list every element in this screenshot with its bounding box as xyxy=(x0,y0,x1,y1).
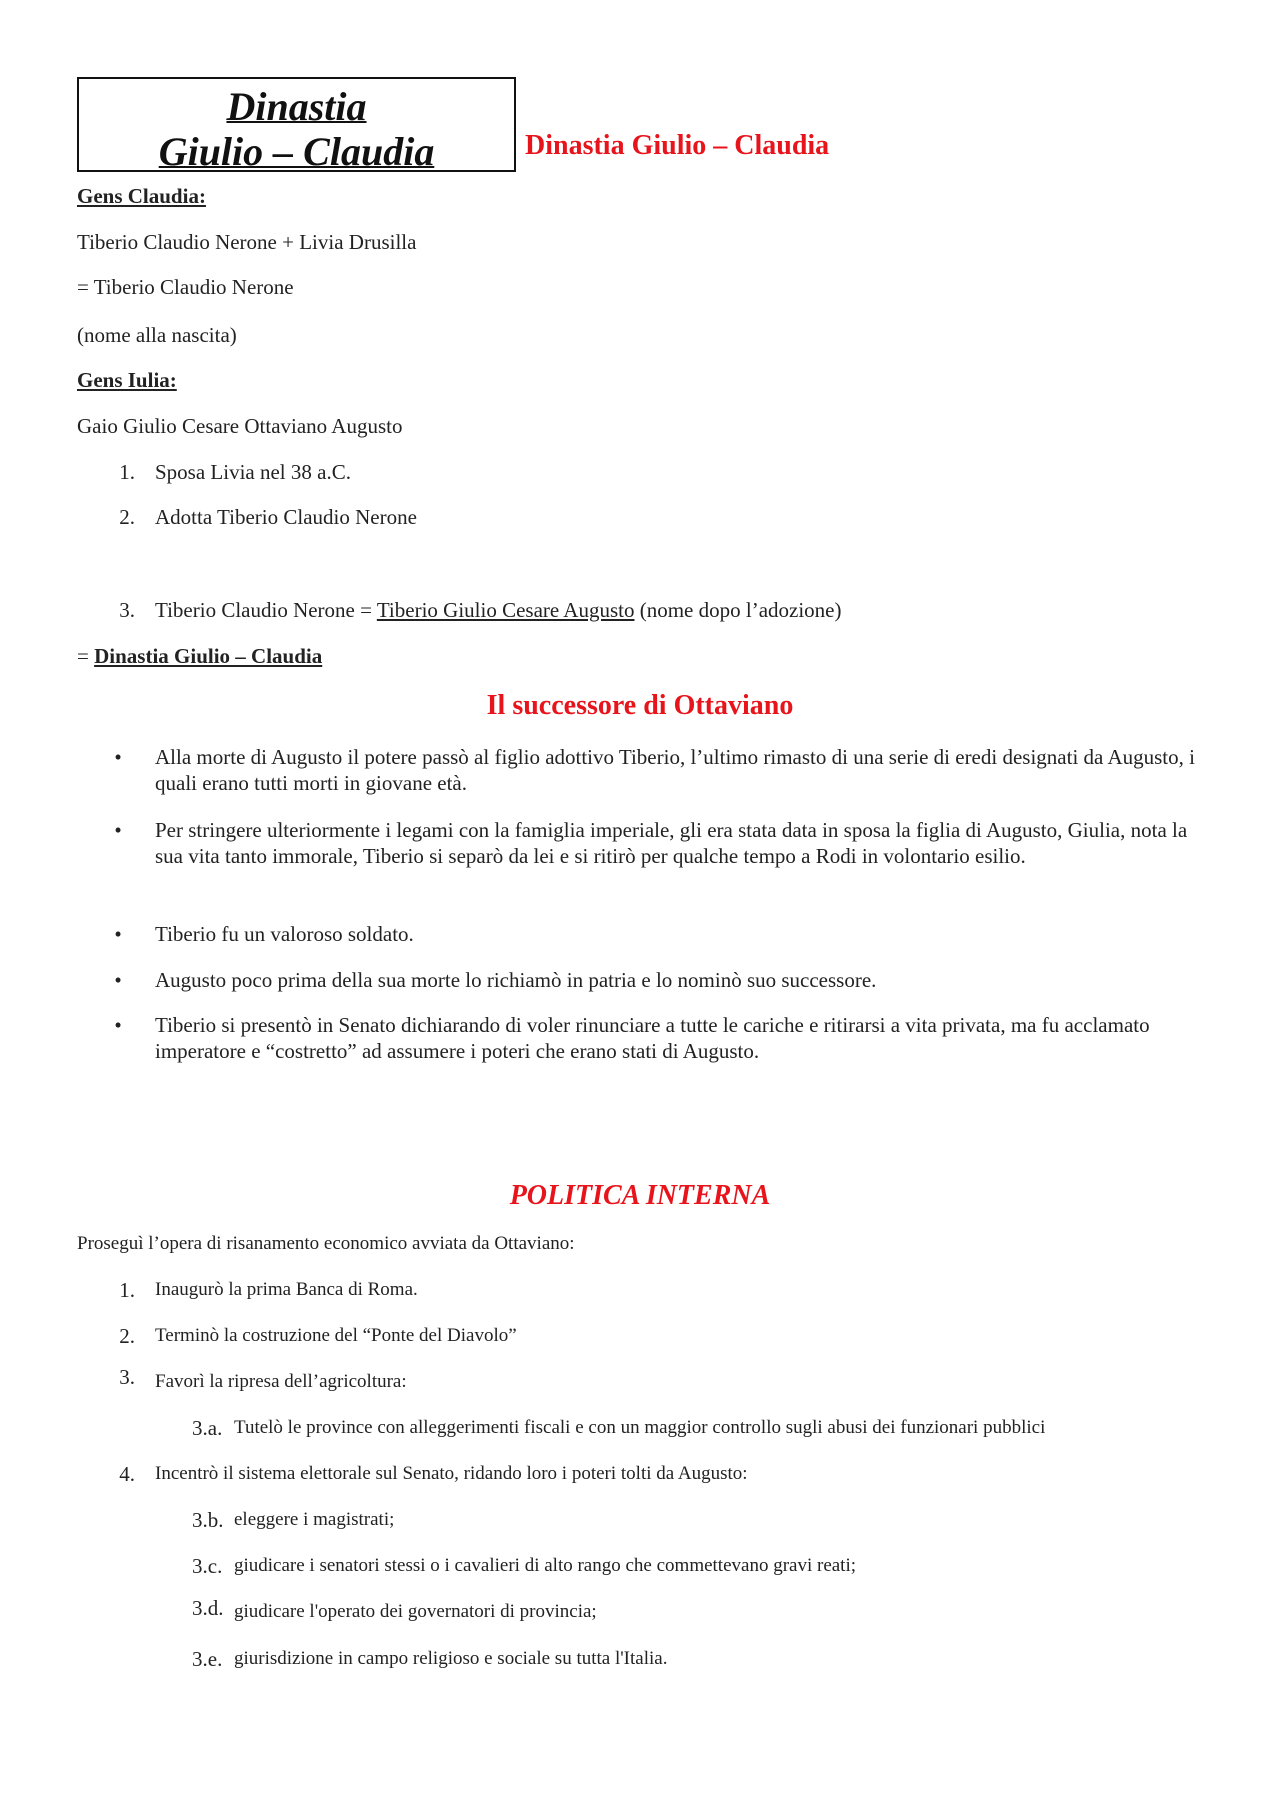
gens-iulia-heading: Gens Iulia: xyxy=(77,368,177,392)
bullet-text: Tiberio fu un valoroso soldato. xyxy=(155,922,414,946)
bullet-text: Alla morte di Augusto il potere passò al figlio adottivo Tiberio, l’ultimo rimasto di una serie di eredi designati da Augusto, i quali erano tutti morti in giovane età. xyxy=(155,745,1195,795)
section-title-politica: POLITICA INTERNA xyxy=(509,1180,771,1211)
list-text-suffix: (nome dopo l’adozione) xyxy=(634,598,842,622)
list-number: 3.c. xyxy=(192,1554,223,1578)
bullet-marker: • xyxy=(114,818,122,842)
list-text: giurisdizione in campo religioso e sociale su tutta l'Italia. xyxy=(234,1648,668,1669)
list-number: 1. xyxy=(119,460,135,484)
gens-claudia-line2: = Tiberio Claudio Nerone xyxy=(77,275,294,299)
list-text: Inaugurò la prima Banca di Roma. xyxy=(155,1279,418,1300)
dynasty-result xyxy=(77,643,322,669)
list-text: giudicare l'operato dei governatori di provincia; xyxy=(234,1601,597,1622)
list-number: 3. xyxy=(119,1365,135,1389)
adopted-name: Tiberio Giulio Cesare Augusto xyxy=(376,598,635,622)
list-text: Tutelò le province con alleggerimenti fiscali e con un maggior controllo sugli abusi dei funzionari pubblici xyxy=(234,1417,1046,1438)
gens-claudia-heading: Gens Claudia: xyxy=(77,184,206,208)
list-text-prefix: Tiberio Claudio Nerone = xyxy=(155,598,377,622)
list-text: giudicare i senatori stessi o i cavalieri di alto rango che commettevano gravi reati; xyxy=(234,1555,857,1576)
bullet-marker: • xyxy=(114,745,122,769)
list-number: 3.e. xyxy=(192,1647,223,1671)
bullet-marker: • xyxy=(114,968,122,992)
section-title-successore: Il successore di Ottaviano xyxy=(486,690,794,721)
bullet-marker: • xyxy=(114,1013,122,1037)
list-text: Favorì la ripresa dell’agricoltura: xyxy=(155,1371,407,1392)
bullet-text: Per stringere ulteriormente i legami con la famiglia imperiale, gli era stata data in sposa la figlia di Augusto, Giulia, nota la sua vita tanto immorale, Tiberio si separò da lei e si ritirò per qualche tempo a Rodi in volontario esilio. xyxy=(155,818,1188,868)
dynasty-result-prefix: = xyxy=(77,644,95,668)
dynasty-result-name: Dinastia Giulio – Claudia xyxy=(94,644,323,668)
list-text: Terminò la costruzione del “Ponte del Diavolo” xyxy=(155,1325,517,1346)
gens-claudia-line3: (nome alla nascita) xyxy=(77,323,237,347)
list-number: 3.d. xyxy=(192,1596,224,1620)
boxed-title xyxy=(77,77,516,172)
list-number: 2. xyxy=(119,505,135,529)
bullet-text: Augusto poco prima della sua morte lo richiamò in patria e lo nominò suo successore. xyxy=(155,968,877,992)
boxed-title-line1: Dinastia xyxy=(226,84,367,129)
list-number: 3. xyxy=(119,598,135,622)
list-number: 4. xyxy=(119,1462,135,1486)
list-number: 3.a. xyxy=(192,1416,223,1440)
bullet-text: Tiberio si presentò in Senato dichiarando di voler rinunciare a tutte le cariche e ritirarsi a vita privata, ma fu acclamato imperatore e “costretto” ad assumere i poteri che erano stati di Augusto. xyxy=(155,1013,1150,1063)
list-number: 3.b. xyxy=(192,1508,224,1532)
list-text: Adotta Tiberio Claudio Nerone xyxy=(155,505,417,529)
gens-claudia-line1: Tiberio Claudio Nerone + Livia Drusilla xyxy=(77,230,417,254)
gens-iulia-line1: Gaio Giulio Cesare Ottaviano Augusto xyxy=(77,414,403,438)
list-text xyxy=(155,597,842,623)
boxed-title-line2: Giulio – Claudia xyxy=(158,129,435,174)
bullet-marker: • xyxy=(114,922,122,946)
list-text: Sposa Livia nel 38 a.C. xyxy=(155,460,351,484)
list-number: 1. xyxy=(119,1278,135,1302)
header-red-title: Dinastia Giulio – Claudia xyxy=(525,130,830,161)
list-text: eleggere i magistrati; xyxy=(234,1509,395,1530)
list-text: Incentrò il sistema elettorale sul Senato, ridando loro i poteri tolti da Augusto: xyxy=(155,1463,748,1484)
politica-intro: Proseguì l’opera di risanamento economico avviata da Ottaviano: xyxy=(77,1233,575,1254)
list-number: 2. xyxy=(119,1324,135,1348)
